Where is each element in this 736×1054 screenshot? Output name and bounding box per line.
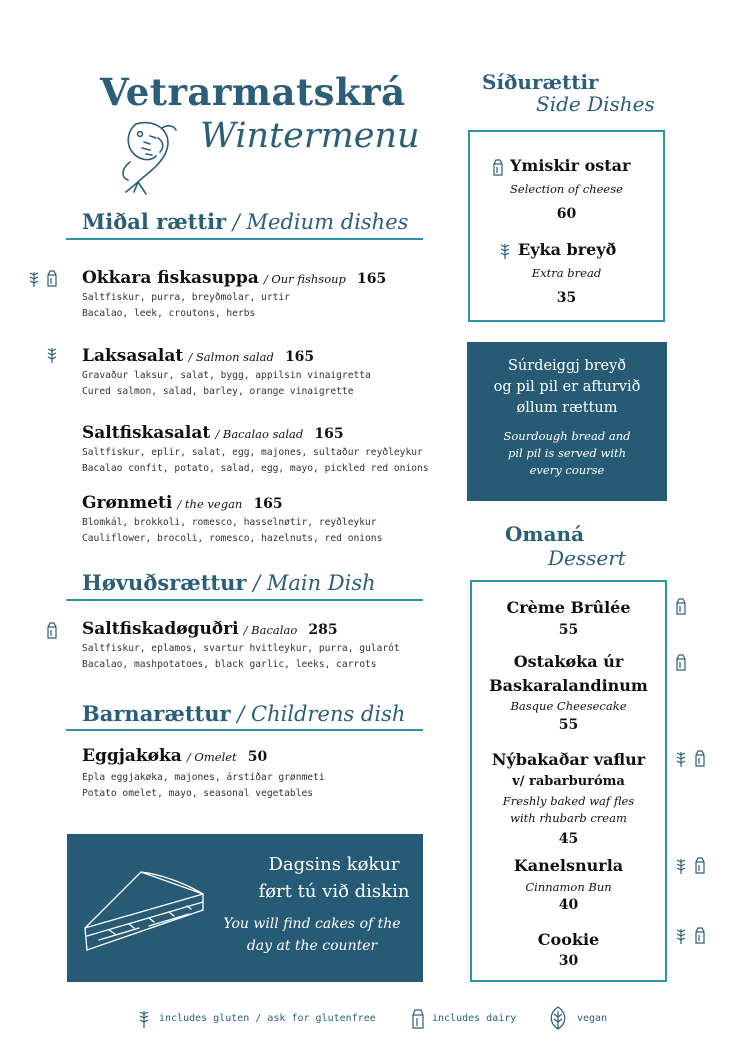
description-english: Bacalao confit, potato, salad, egg, mayo, pickled red onions (82, 463, 429, 474)
gluten-icon (674, 857, 688, 875)
dessert-subtitle: v/ rabarburóma (512, 774, 625, 789)
dessert-price: 55 (558, 717, 579, 733)
dish-name: Laksasalat (82, 346, 184, 366)
section-heading-medium (82, 209, 408, 234)
cakes-banner (67, 834, 423, 982)
side-price: 60 (556, 206, 577, 222)
dessert-name: Cookie (537, 930, 600, 949)
gluten-icon (498, 242, 512, 260)
dessert-english-line2: with rhubarb cream (510, 811, 627, 825)
legend-gluten-text: includes gluten / ask for glutenfree (159, 1013, 376, 1024)
gluten-icon (674, 750, 688, 768)
legend-vegan-text: vegan (577, 1013, 608, 1024)
side-name-english: Selection of cheese (510, 182, 623, 196)
bread-note-english-line1: Sourdough bread and (503, 429, 631, 443)
dish-price: 285 (308, 622, 338, 638)
bread-note-panel (467, 342, 667, 501)
dairy-icon (693, 926, 707, 945)
section-title-english: / Childrens dish (237, 702, 406, 726)
dish-name: Grønmeti (82, 493, 173, 513)
dairy-icon (674, 653, 688, 672)
dessert-price: 40 (558, 897, 579, 913)
section-title-faroese: Høvuðsrættur (82, 570, 247, 595)
dairy-icon (693, 856, 707, 875)
fish-illustration (116, 118, 180, 196)
section-divider (66, 729, 423, 731)
dessert-price: 45 (558, 831, 579, 847)
leaf-icon (547, 1005, 569, 1031)
section-divider (66, 599, 423, 601)
description-faroese: Gravaður laksur, salat, bygg, appilsin vinaigretta (82, 370, 371, 381)
dish-description (82, 368, 371, 400)
dessert-name-line2: Baskaralandinum (489, 676, 648, 695)
dish-description (82, 641, 400, 673)
dessert-name-english: Cinnamon Bun (525, 880, 612, 894)
dish-price: 50 (247, 749, 268, 765)
gluten-icon (674, 927, 688, 945)
dairy-icon (410, 1008, 426, 1030)
side-name: Eyka breyð (518, 240, 617, 259)
side-price: 35 (556, 290, 577, 306)
cakes-title-line2: ført tú við diskin (258, 881, 410, 902)
description-faroese: Saltfiskur, eplamos, svartur hvitleykur, purra, gularót (82, 643, 400, 654)
description-english: Bacalao, mashpotatoes, black garlic, leeks, carrots (82, 659, 377, 670)
description-faroese: Saltfiskur, eplir, salat, egg, majones, sultaður reyðleykur (82, 447, 423, 458)
bread-note-line1: Súrdeiggj breyð (507, 358, 627, 374)
section-title-english: / Main Dish (253, 571, 376, 595)
section-heading-main (82, 570, 376, 595)
dish-description (82, 770, 325, 802)
side-name: Ymiskir ostar (510, 156, 631, 175)
description-english: Cured salmon, salad, barley, orange vinaigrette (82, 386, 354, 397)
dish-name-english: / Salmon salad (188, 350, 274, 364)
sides-box (468, 130, 665, 322)
cake-slice-illustration (79, 864, 211, 968)
description-english: Bacalao, leek, croutons, herbs (82, 308, 256, 319)
cakes-title-line1: Dagsins køkur (268, 854, 400, 875)
description-english: Cauliflower, brocoli, romesco, hazelnuts, red onions (82, 533, 383, 544)
sides-title-faroese: Síðurættir (482, 70, 599, 94)
dessert-price: 30 (558, 953, 579, 969)
bread-note-english-line3: every course (529, 463, 605, 477)
dish-name-english: / the vegan (177, 497, 243, 511)
dish-name: Okkara fiskasuppa (82, 268, 259, 288)
menu-title-faroese: Vetrarmatskrá (100, 70, 406, 114)
dairy-icon (491, 158, 505, 177)
section-title-english: / Medium dishes (232, 210, 409, 234)
dish-price: 165 (314, 426, 344, 442)
cakes-english-line1: You will find cakes of the (223, 916, 401, 932)
section-heading-children (82, 701, 405, 726)
dish-name-english: / Our fishsoup (263, 272, 346, 286)
dessert-box (470, 580, 667, 982)
menu-item-omelet (82, 746, 267, 766)
menu-item-bacalao (82, 619, 338, 639)
dessert-name: Kanelsnurla (513, 856, 624, 875)
dish-name: Saltfiskasalat (82, 423, 211, 443)
dessert-title-english: Dessert (548, 546, 626, 570)
dish-description (82, 290, 290, 322)
gluten-icon (45, 346, 59, 364)
dairy-icon (693, 749, 707, 768)
dessert-name-line1: Ostakøka úr (513, 652, 624, 671)
description-english: Potato omelet, mayo, seasonal vegetables (82, 788, 314, 799)
cakes-english-line2: day at the counter (246, 938, 378, 954)
menu-title-english: Wintermenu (200, 116, 420, 156)
dairy-icon (674, 597, 688, 616)
bread-note-english-line2: pil pil is served with (507, 446, 627, 460)
dish-name: Saltfiskadøguðri (82, 619, 239, 639)
dish-description (82, 445, 429, 477)
dish-name-english: / Omelet (186, 750, 237, 764)
sides-title-english: Side Dishes (536, 92, 655, 116)
dish-price: 165 (253, 496, 283, 512)
dessert-name: Crème Brûlée (506, 598, 631, 617)
description-faroese: Blomkál, brokkoli, romesco, hasselnøtir, reyðleykur (82, 517, 377, 528)
section-title-faroese: Barnarættur (82, 701, 231, 726)
dish-price: 165 (357, 271, 387, 287)
menu-item-bacalao-salad (82, 423, 344, 443)
bread-note-line2: og pil pil er afturvið (493, 379, 641, 395)
dessert-price: 55 (558, 622, 579, 638)
gluten-icon (27, 270, 41, 288)
dish-description (82, 515, 382, 547)
dish-price: 165 (284, 349, 315, 365)
dish-name-english: / Bacalao salad (215, 427, 304, 441)
section-divider (66, 238, 423, 240)
section-title-faroese: Miðal rættir (82, 209, 227, 234)
description-faroese: Epla eggjakøka, majones, árstíðar grønmeti (82, 772, 325, 783)
menu-item-fishsoup (82, 268, 386, 288)
side-name-english: Extra bread (531, 266, 602, 280)
dessert-name: Nýbakaðar vaflur (491, 750, 646, 769)
description-faroese: Saltfiskur, purra, breyðmolar, urtir (82, 292, 290, 303)
menu-item-salmon-salad (82, 346, 314, 366)
dessert-name-english: Basque Cheesecake (510, 699, 627, 713)
gluten-icon (137, 1009, 151, 1029)
dish-name-english: / Bacalao (243, 623, 298, 637)
dish-name: Eggjakøka (82, 746, 182, 766)
bread-note-line3: øllum rættum (516, 400, 618, 416)
dairy-icon (45, 621, 59, 640)
dairy-icon (45, 269, 59, 288)
dessert-english-line1: Freshly baked waf fles (502, 794, 635, 808)
menu-item-vegan (82, 493, 283, 513)
legend-dairy-text: includes dairy (432, 1013, 517, 1024)
dessert-title-faroese: Omaná (505, 522, 585, 546)
